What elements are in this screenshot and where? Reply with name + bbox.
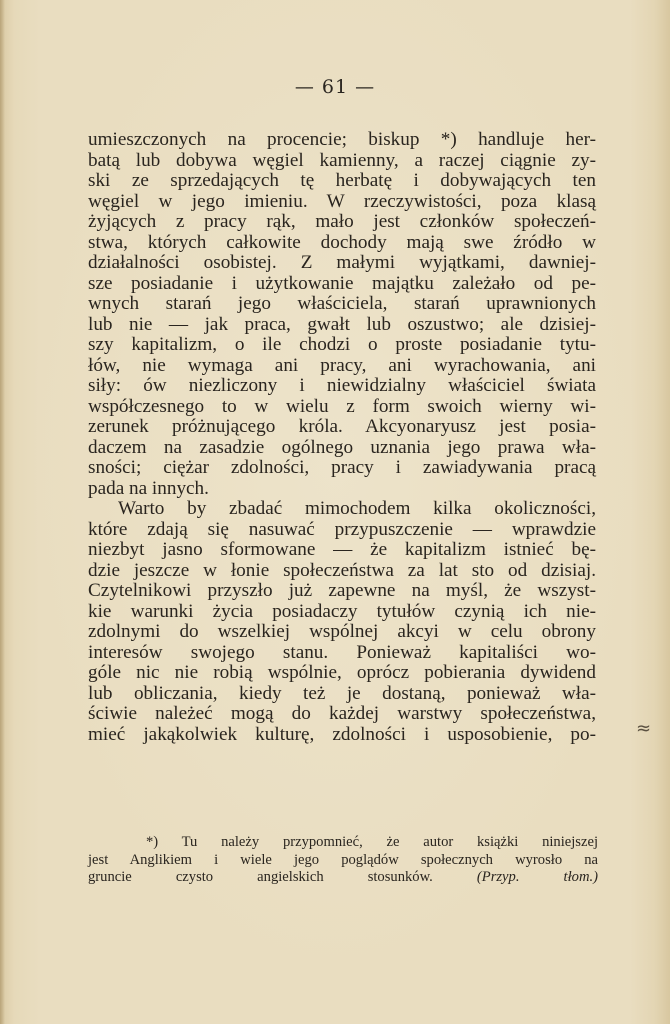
text-line: łów, nie wymaga ani pracy, ani wyrachowania, ani: [88, 354, 596, 376]
text-line: ski ze sprzedających tę herbatę i dobywających ten: [88, 170, 596, 191]
text-line: które zdają się nasuwać przypuszczenie — wprawdzie: [88, 518, 596, 540]
text-line: stwa, których całkowite dochody mają swe źródło w: [88, 231, 596, 253]
text-line: daczem na zasadzie ogólnego uznania jego prawa wła-: [88, 436, 596, 458]
text-line: lub obliczania, kiedy też je dostaną, ponieważ wła-: [88, 682, 596, 704]
text-line: zerunek próżnującego króla. Akcyonaryusz jest posia-: [88, 416, 596, 437]
text-line: sze posiadanie i użytkowanie majątku zależało od pe-: [88, 272, 596, 294]
text-line: Czytelnikowi przyszło już zapewne na myśl, że wszyst-: [88, 580, 596, 601]
text-line: działalności osobistej. Z małymi wyjątkami, dawniej-: [88, 252, 596, 273]
page-binding-edge: [0, 0, 5, 1024]
text-line: batą lub dobywa węgiel kamienny, a raczej ciągnie zy-: [88, 149, 596, 171]
footnote-line: [88, 869, 598, 887]
text-line: węgiel w jego imieniu. W rzeczywistości, poza klasą: [88, 190, 596, 212]
text-line: dzie jeszcze w łonie społeczeństwa za lat sto od dzisiaj.: [88, 559, 596, 581]
footnote-credit: (Przyp. tłom.): [476, 869, 598, 885]
footnote-line: jest Anglikiem i wiele jego poglądów społecznych wyrosło na: [88, 851, 598, 868]
text-line: siły: ów niezliczony i niewidzialny właściciel świata: [88, 375, 596, 396]
text-line: żyjących z pracy rąk, mało jest członków społeczeń-: [88, 211, 596, 232]
text-line: niezbyt jasno sformowane — że kapitalizm istnieć bę-: [88, 539, 596, 560]
body-text: [88, 130, 596, 745]
text-line: szy kapitalizm, o ile chodzi o proste posiadanie tytu-: [88, 334, 596, 355]
footnote-line: *) Tu należy przypomnieć, że autor książki niniejszej: [146, 834, 598, 850]
text-line: kie warunki życia posiadaczy tytułów czynią ich nie-: [88, 600, 596, 622]
text-line: lub nie — jak praca, gwałt lub oszustwo; ale dzisiej-: [88, 313, 596, 335]
text-line: ściwie należeć mogą do każdej warstwy społeczeństwa,: [88, 703, 596, 724]
page-number: — 61 —: [294, 76, 376, 98]
text-line: zdolnymi do wszelkiej wspólnej akcyi w celu obrony: [88, 621, 596, 642]
margin-mark: ≈: [636, 718, 652, 739]
text-line: mieć jakąkolwiek kulturę, zdolności i usposobienie, po-: [88, 723, 596, 745]
footnote: [88, 834, 598, 887]
text-line: współczesnego to w wielu z form swoich wierny wi-: [88, 395, 596, 417]
footnote-text: gruncie czysto angielskich stosunków.: [88, 869, 433, 885]
text-line: Warto by zbadać mimochodem kilka okoliczności,: [118, 498, 596, 519]
text-line: góle nic nie robią wspólnie, oprócz pobierania dywidend: [88, 662, 596, 683]
text-line: interesów swojego stanu. Ponieważ kapitaliści wo-: [88, 641, 596, 663]
text-line: pada na innych.: [88, 477, 209, 499]
text-line: sności; ciężar zdolności, pracy i zawiadywania pracą: [88, 457, 596, 478]
text-line: umieszczonych na procencie; biskup *) handluje her-: [88, 129, 596, 150]
text-line: wnych starań jego właściciela, starań uprawnionych: [88, 293, 596, 314]
